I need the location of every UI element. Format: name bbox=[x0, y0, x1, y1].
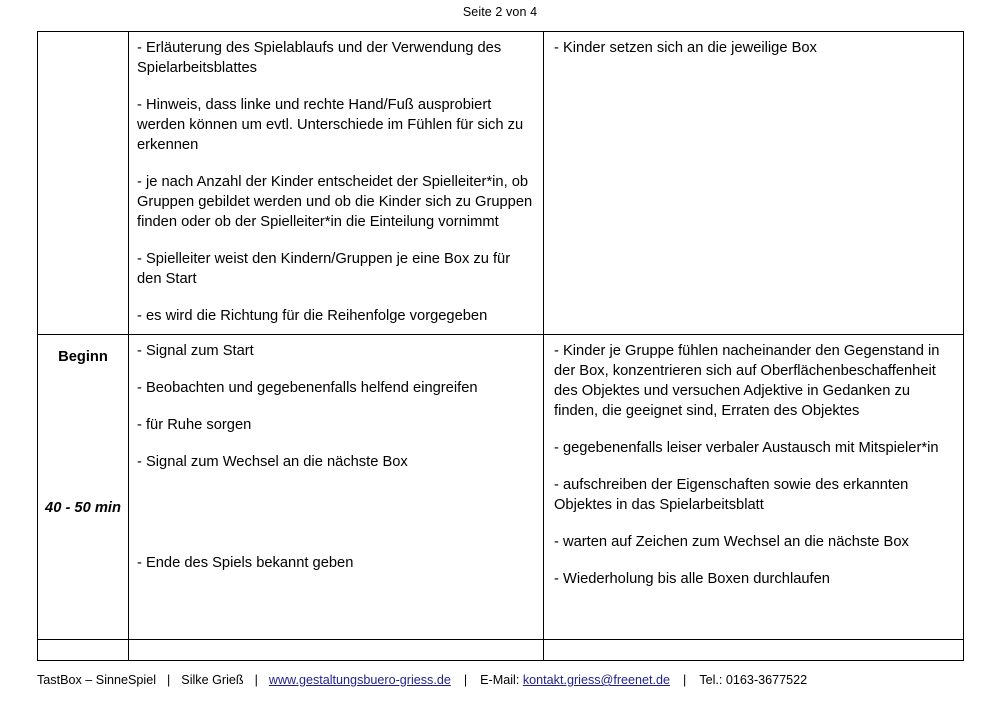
footer-separator: | bbox=[254, 673, 258, 687]
kids-cell-inner bbox=[544, 335, 963, 639]
leader-step: - Beobachten und gegebenenfalls helfend eingreifen bbox=[137, 380, 478, 396]
leader-step: - Signal zum Wechsel an die nächste Box bbox=[137, 454, 408, 470]
leader-cell-inner bbox=[129, 32, 543, 334]
kids-cell bbox=[544, 640, 964, 661]
kids-step: - Wiederholung bis alle Boxen durchlaufen bbox=[554, 571, 830, 587]
leader-cell bbox=[129, 335, 544, 640]
time-cell bbox=[38, 335, 129, 640]
time-cell bbox=[38, 32, 129, 335]
kids-step: - Kinder je Gruppe fühlen nacheinander den Gegenstand in der Box, konzentrieren sich auf Oberflächenbeschaffenheit des Objektes und versuchen Adjektive in Gedanken zu finden, die geeignet sind, Erraten des Objektes bbox=[554, 343, 940, 419]
time-cell-inner bbox=[38, 32, 128, 312]
time-cell bbox=[38, 640, 129, 661]
leader-cell-inner bbox=[129, 640, 543, 660]
footer-separator: | bbox=[167, 673, 171, 687]
footer-phone: Tel.: 0163-3677522 bbox=[699, 673, 808, 687]
time-cell-inner bbox=[38, 335, 128, 625]
page-footer bbox=[37, 672, 963, 689]
footer-email-label: E-Mail: bbox=[480, 673, 520, 687]
kids-step: - aufschreiben der Eigenschaften sowie des erkannten Objektes in das Spielarbeitsblatt bbox=[554, 477, 909, 513]
leader-step: - Spielleiter weist den Kindern/Gruppen je eine Box zu für den Start bbox=[137, 251, 511, 287]
time-label-duration: 40 - 50 min bbox=[45, 500, 121, 516]
kids-step: - Kinder setzen sich an die jeweilige Box bbox=[554, 40, 817, 56]
activity-schedule-table bbox=[37, 31, 964, 661]
kids-cell-inner bbox=[544, 640, 963, 660]
table-row bbox=[38, 32, 964, 335]
footer-author: Silke Grieß bbox=[181, 673, 244, 687]
leader-step: - für Ruhe sorgen bbox=[137, 417, 252, 433]
table-row bbox=[38, 335, 964, 640]
footer-separator: | bbox=[683, 673, 687, 687]
table-row bbox=[38, 640, 964, 661]
leader-step: - es wird die Richtung für die Reihenfolge vorgegeben bbox=[137, 308, 488, 324]
time-label-begin: Beginn bbox=[58, 349, 108, 365]
kids-step: - warten auf Zeichen zum Wechsel an die nächste Box bbox=[554, 534, 909, 550]
time-cell-inner bbox=[38, 640, 128, 660]
footer-email-link[interactable]: kontakt.griess@freenet.de bbox=[522, 673, 671, 687]
leader-step: - Erläuterung des Spielablaufs und der Verwendung des Spielarbeitsblattes bbox=[137, 40, 502, 76]
footer-website-link[interactable]: www.gestaltungsbuero-griess.de bbox=[268, 673, 451, 687]
footer-separator: | bbox=[463, 673, 468, 687]
page-indicator: Seite 2 von 4 bbox=[462, 5, 538, 19]
leader-cell-inner bbox=[129, 335, 543, 639]
footer-title: TastBox – SinneSpiel bbox=[37, 673, 157, 687]
leader-cell bbox=[129, 32, 544, 335]
kids-cell-inner bbox=[544, 32, 963, 326]
time-label-begin bbox=[38, 32, 128, 44]
leader-step: - Ende des Spiels bekannt geben bbox=[137, 555, 354, 571]
kids-step: - gegebenenfalls leiser verbaler Austausch mit Mitspieler*in bbox=[554, 440, 939, 456]
kids-cell bbox=[544, 32, 964, 335]
kids-cell bbox=[544, 335, 964, 640]
leader-step: - je nach Anzahl der Kinder entscheidet der Spielleiter*in, ob Gruppen gebildet werden und ob die Kinder sich zu Gruppen finden oder ob der Spielleiter*in die Einteilung vornimmt bbox=[137, 174, 533, 230]
cell-spacer bbox=[137, 489, 535, 553]
leader-step: - Signal zum Start bbox=[137, 343, 254, 359]
leader-step: - Hinweis, dass linke und rechte Hand/Fuß ausprobiert werden können um evtl. Unterschiede im Fühlen für sich zu erkennen bbox=[137, 97, 524, 153]
leader-cell bbox=[129, 640, 544, 661]
